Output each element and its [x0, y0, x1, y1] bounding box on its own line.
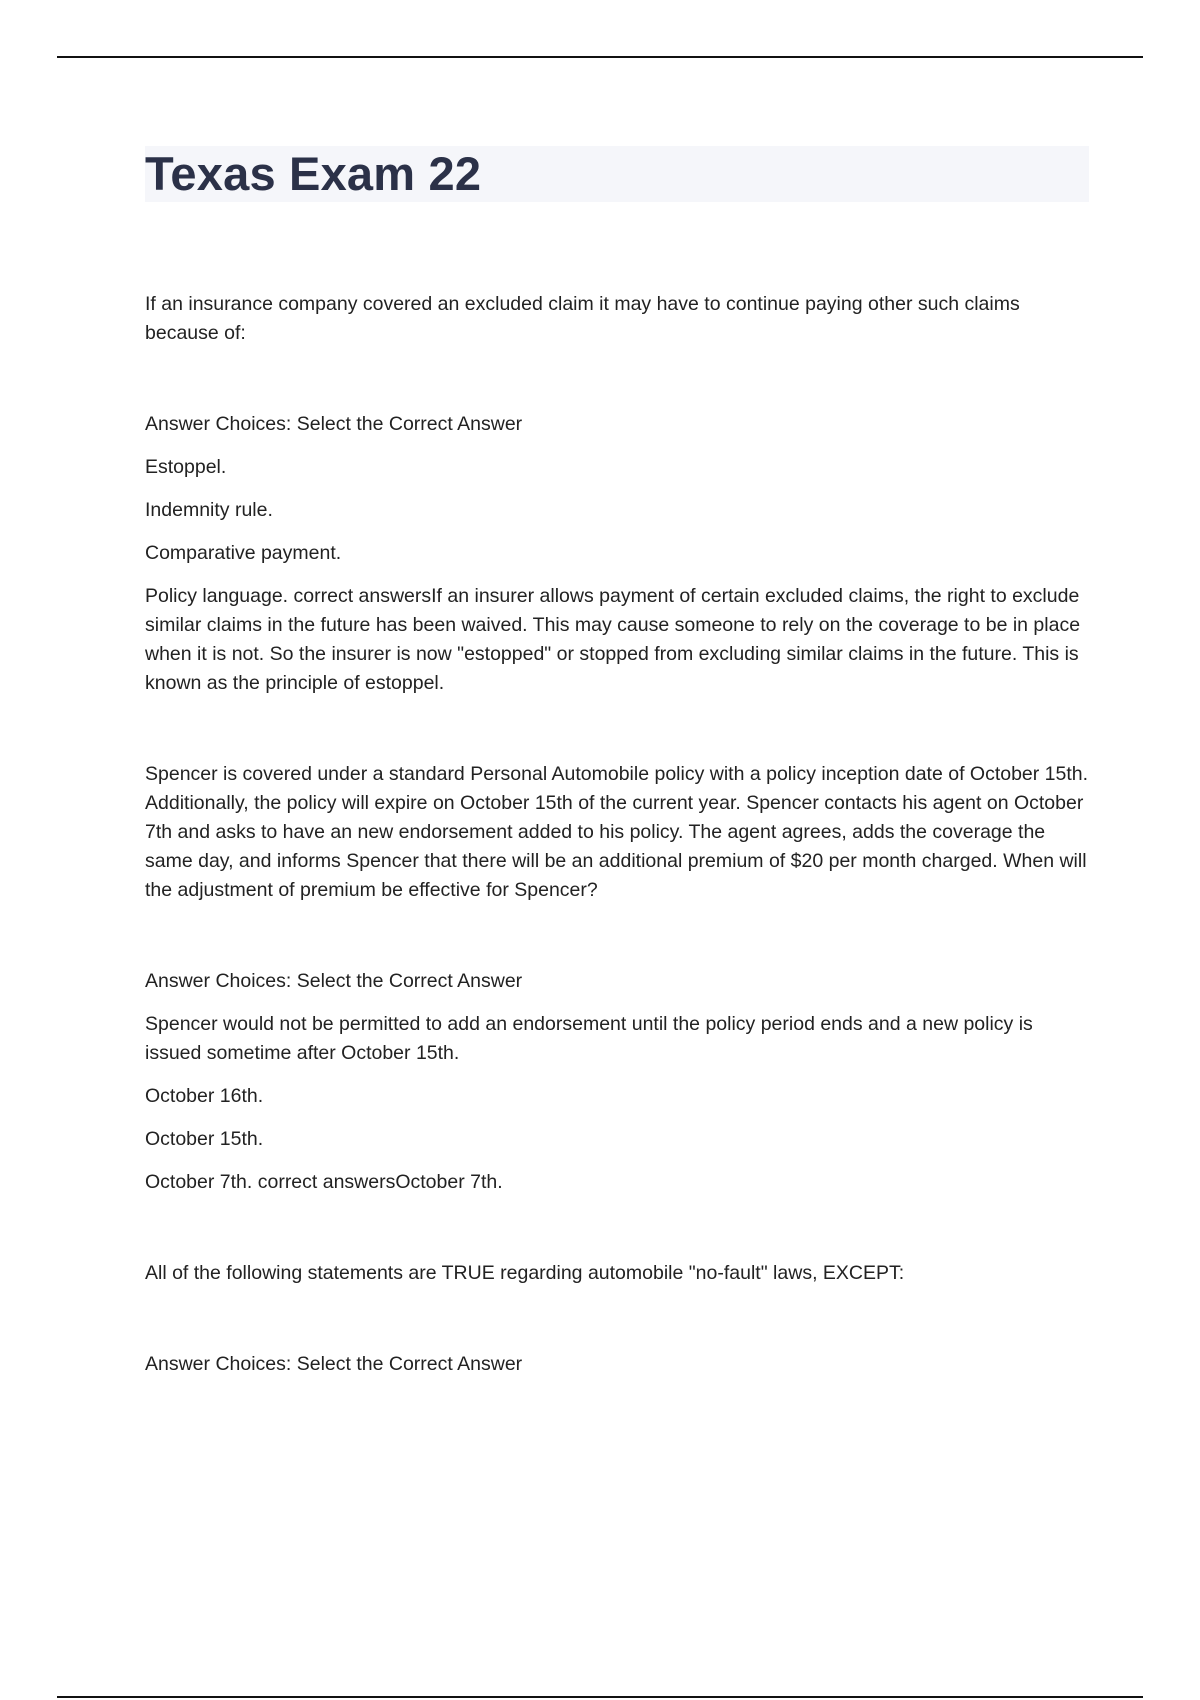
document-body: [145, 290, 1089, 1379]
page-title: Texas Exam 22: [145, 147, 482, 200]
choice-item: Spencer would not be permitted to add an endorsement until the policy period ends and a new policy is issued sometime after October 15th.: [145, 1013, 1033, 1064]
choice-item: Estoppel.: [145, 456, 227, 478]
choice-item: Indemnity rule.: [145, 499, 273, 521]
question-text: Spencer is covered under a standard Personal Automobile policy with a policy inception date of October 15th. Additionally, the policy will expire on October 15th of the current year. Spencer contacts his agent on October 7th and asks to have an new endorsement added to his policy. The agent agrees, adds the coverage the same day, and informs Spencer that there will be an additional premium of $20 per month charged. When will the adjustment of premium be effective for Spencer?: [145, 763, 1089, 901]
question-block-3: [145, 1259, 1089, 1379]
question-block-2: [145, 760, 1089, 1197]
choice-item: October 15th.: [145, 1128, 264, 1150]
question-block-1: [145, 290, 1089, 698]
question-text: If an insurance company covered an excluded claim it may have to continue paying other such claims because of:: [145, 293, 1020, 344]
choices-header: Answer Choices: Select the Correct Answer: [145, 413, 523, 435]
question-text: All of the following statements are TRUE regarding automobile "no-fault" laws, EXCEPT:: [145, 1262, 905, 1284]
choices-header: Answer Choices: Select the Correct Answer: [145, 1353, 523, 1375]
choices-header: Answer Choices: Select the Correct Answer: [145, 970, 523, 992]
choice-item: October 16th.: [145, 1085, 264, 1107]
choice-item-with-answer: Policy language. correct answersIf an insurer allows payment of certain excluded claims, the right to exclude similar claims in the future has been waived. This may cause someone to rely on the coverage to be in place when it is not. So the insurer is now "estopped" or stopped from excluding similar claims in the future. This is known as the principle of estoppel.: [145, 585, 1081, 694]
bottom-rule: [57, 1696, 1143, 1698]
top-rule: [57, 56, 1143, 58]
choice-item-with-answer: October 7th. correct answersOctober 7th.: [145, 1171, 503, 1193]
choice-item: Comparative payment.: [145, 542, 342, 564]
